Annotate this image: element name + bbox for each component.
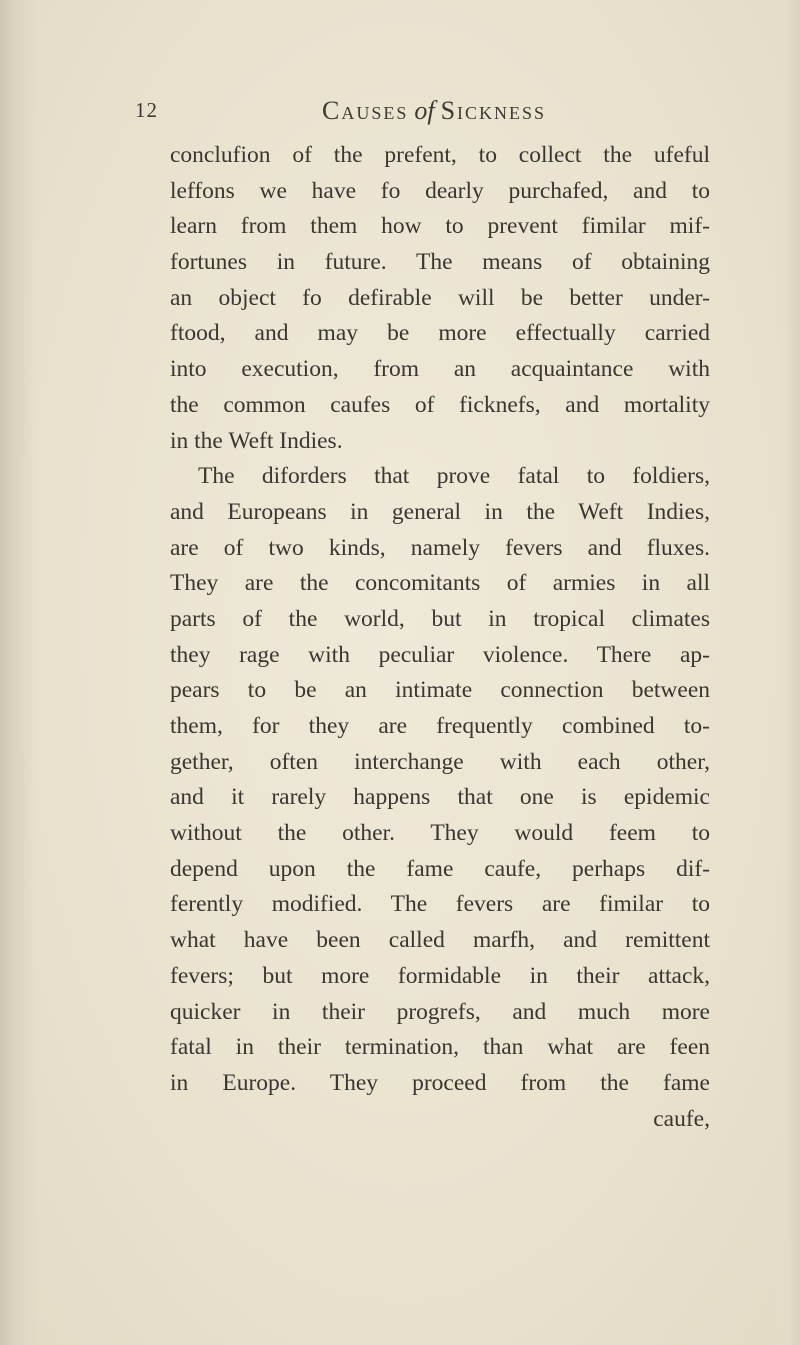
text-line: are of two kinds, namely fevers and fluxes. [170,534,710,561]
text-line: into execution, from an acquaintance with [170,356,710,383]
text-line: parts of the world, but in tropical climates [170,605,710,632]
text-line: They are the concomitants of armies in all [170,570,710,597]
text-line: ferently modified. The fevers are fimilar to [170,891,710,918]
text-line: in the Weft Indies. [170,427,343,454]
text-line: what have been called marfh, and remittent [170,927,710,954]
running-title-sickness: Sickness [440,96,547,125]
text-line: fortunes in future. The means of obtaining [170,249,710,276]
text-line: and Europeans in general in the Weft Indies, [170,498,710,525]
text-line: an object fo defirable will be better under- [170,284,710,311]
text-line: and it rarely happens that one is epidemic [170,784,710,811]
text-line: quicker in their progrefs, and much more [170,998,710,1025]
text-line: fevers; but more formidable in their attack, [170,962,710,989]
text-line: them, for they are frequently combined to- [170,713,710,739]
running-title [322,96,546,126]
text-line: pears to be an intimate connection between [170,677,710,704]
text-line: without the other. They would feem to [170,820,710,847]
catchword: caufe, [653,1105,710,1132]
text-line: learn from them how to prevent fimilar mif- [170,213,710,240]
body-text [170,138,710,1137]
binding-gutter-shadow [0,0,38,1345]
text-line: they rage with peculiar violence. There ap- [170,641,710,668]
text-line: gether, often interchange with each other, [170,748,710,775]
text-line: in Europe. They proceed from the fame [170,1069,710,1096]
text-line: ftood, and may be more effectually carried [170,320,710,347]
text-line: conclufion of the prefent, to collect the ufeful [170,142,710,168]
running-head [135,96,695,136]
page-edge-shading [774,0,800,1345]
text-line-paragraph-start: The diforders that prove fatal to foldiers, [198,463,710,490]
page-number: 12 [135,98,158,122]
text-line: depend upon the fame caufe, perhaps dif- [170,855,710,882]
running-title-causes: Causes [322,96,409,125]
text-line: the common caufes of ficknefs, and mortality [170,391,710,418]
text-line: fatal in their termination, than what are feen [170,1034,710,1061]
running-title-of: of [414,96,435,125]
text-line: leffons we have fo dearly purchafed, and to [170,177,710,204]
